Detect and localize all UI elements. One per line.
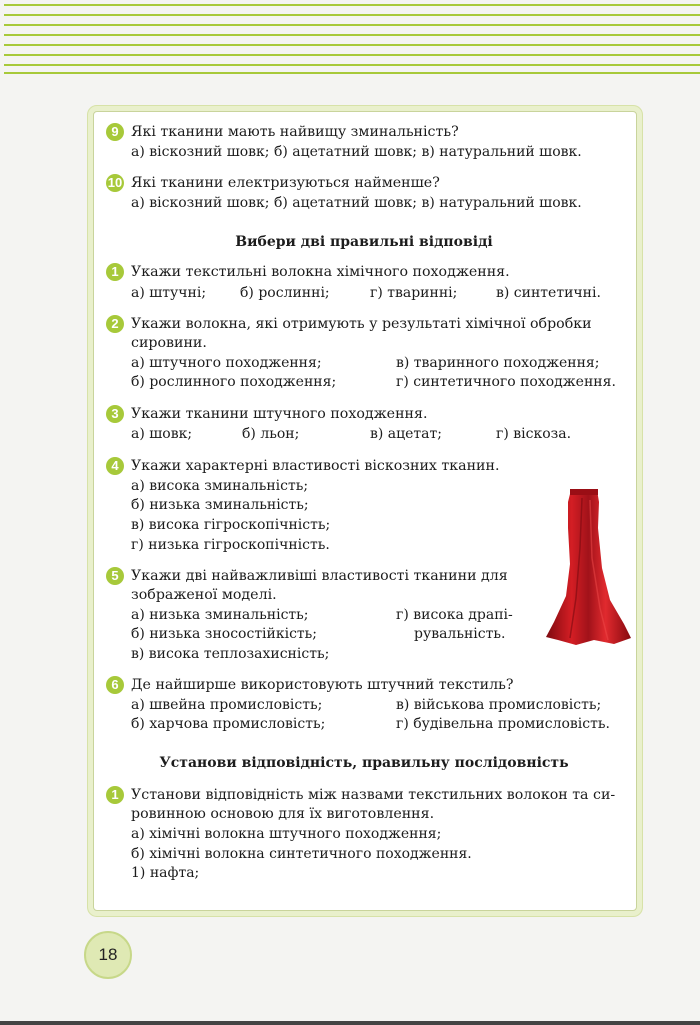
question-text: зображеної моделі. xyxy=(131,587,277,603)
question-number-badge: 3 xyxy=(106,405,124,423)
answer-option: б) низька зминальність; xyxy=(131,497,309,513)
page-bottom-edge xyxy=(0,1021,700,1025)
answer-option: г) низька гігроскопічність. xyxy=(131,537,330,553)
question-text: Укажи волокна, які отримують у результаті хімічної обробки xyxy=(131,316,592,332)
question-text: Де найширше використовують штучний текстиль? xyxy=(131,677,514,693)
answer-option: а) штучного походження; xyxy=(131,355,322,371)
answer-option: г) віскоза. xyxy=(496,426,572,442)
question-number-badge: 5 xyxy=(106,567,124,585)
answer-options: а) віскозний шовк; б) ацетатний шовк; в) натуральний шовк. xyxy=(131,195,582,211)
question-number-badge: 1 xyxy=(106,263,124,281)
question-number-badge: 10 xyxy=(107,175,123,190)
answer-option: в) ацетат; xyxy=(370,426,442,442)
answer-option: а) хімічні волокна штучного походження; xyxy=(131,826,442,842)
answer-option: в) висока теплозахисність; xyxy=(131,646,330,662)
answer-option: г) тваринні; xyxy=(370,285,458,301)
stripe xyxy=(4,34,700,36)
page-number: 18 xyxy=(84,931,132,979)
stripe xyxy=(4,72,700,74)
answer-option: г) будівельна промисловість. xyxy=(396,716,610,732)
answer-option: а) швейна промисловість; xyxy=(131,697,323,713)
answer-option: б) харчова промисловість; xyxy=(131,716,326,732)
answer-option: в) висока гігроскопічність; xyxy=(131,517,331,533)
answer-option: г) синтетичного походження. xyxy=(396,374,616,390)
question-number-badge: 1 xyxy=(106,786,124,804)
answer-option: а) висока зминальність; xyxy=(131,478,309,494)
answer-option: б) льон; xyxy=(242,426,300,442)
answer-option: в) військова промисловість; xyxy=(396,697,602,713)
question-number-badge: 2 xyxy=(106,315,124,333)
answer-option: б) рослинні; xyxy=(240,285,330,301)
section-heading: Вибери дві правильні відповіді xyxy=(235,234,493,250)
question-number-badge: 9 xyxy=(106,123,124,141)
stripe xyxy=(4,4,700,6)
question-text: Укажи характерні властивості віскозних тканин. xyxy=(131,458,500,474)
answer-option: 1) нафта; xyxy=(131,865,200,881)
answer-option: а) низька зминальність; xyxy=(131,607,309,623)
answer-option: а) шовк; xyxy=(131,426,193,442)
answer-option: рувальність. xyxy=(414,626,506,642)
stripe xyxy=(4,14,700,16)
question-text: Укажи текстильні волокна хімічного походження. xyxy=(131,264,510,280)
stripe xyxy=(4,64,700,66)
question-number-badge: 6 xyxy=(106,676,124,694)
stripe xyxy=(4,24,700,26)
question-text: ровинною основою для їх виготовлення. xyxy=(131,806,435,822)
question-text: сировини. xyxy=(131,335,207,351)
answer-option: в) тваринного походження; xyxy=(396,355,600,371)
question-text: Які тканини електризуються найменше? xyxy=(131,175,440,191)
red-skirt-illustration xyxy=(544,488,632,646)
question-number-badge: 4 xyxy=(106,457,124,475)
answer-option: б) рослинного походження; xyxy=(131,374,337,390)
answer-option: а) штучні; xyxy=(131,285,207,301)
answer-option: б) хімічні волокна синтетичного походження. xyxy=(131,846,472,862)
answer-option: б) низька зносостійкість; xyxy=(131,626,318,642)
question-text: Укажи тканини штучного походження. xyxy=(131,406,428,422)
answer-options: а) віскозний шовк; б) ацетатний шовк; в) натуральний шовк. xyxy=(131,144,582,160)
question-text: Установи відповідність між назвами текстильних волокон та си- xyxy=(131,787,616,803)
answer-option: в) синтетичні. xyxy=(496,285,601,301)
question-text: Укажи дві найважливіші властивості тканини для xyxy=(131,568,508,584)
stripe xyxy=(4,54,700,56)
answer-option: г) висока драпі- xyxy=(396,607,513,623)
question-text: Які тканини мають найвищу зминальність? xyxy=(131,124,459,140)
stripe xyxy=(4,44,700,46)
header-stripes xyxy=(0,0,700,78)
section-heading: Установи відповідність, правильну послідовність xyxy=(159,755,569,771)
